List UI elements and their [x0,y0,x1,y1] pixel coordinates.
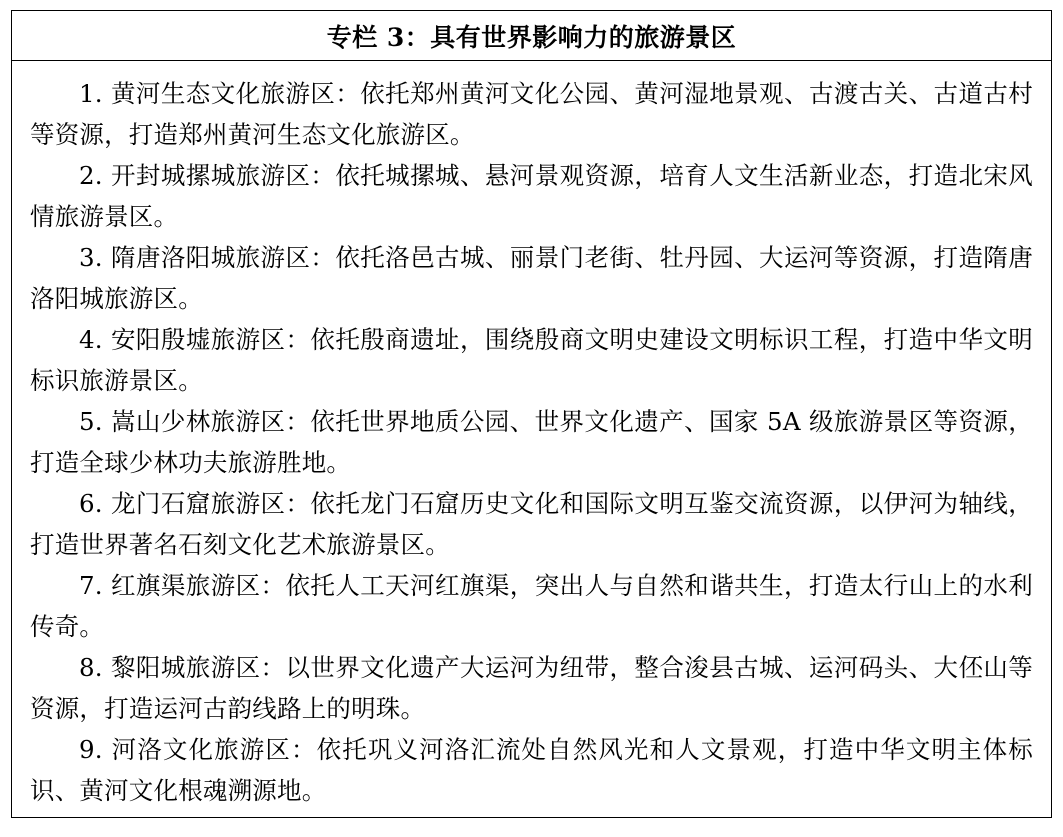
list-item: 6. 龙门石窟旅游区：依托龙门石窟历史文化和国际文明互鉴交流资源，以伊河为轴线，打造世界著名石刻文化艺术旅游景区。 [30,489,1033,559]
box-body [12,61,1051,817]
box-title: 专栏 3：具有世界影响力的旅游景区 [12,11,1051,61]
list-item: 9. 河洛文化旅游区：依托巩义河洛汇流处自然风光和人文景观，打造中华文明主体标识、黄河文化根魂溯源地。 [30,735,1033,805]
list-item: 8. 黎阳城旅游区：以世界文化遗产大运河为纽带，整合浚县古城、运河码头、大伾山等资源，打造运河古韵线路上的明珠。 [30,653,1033,723]
feature-box [11,10,1052,818]
list-item: 7. 红旗渠旅游区：依托人工天河红旗渠，突出人与自然和谐共生，打造太行山上的水利传奇。 [30,571,1033,641]
list-item: 4. 安阳殷墟旅游区：依托殷商遗址，围绕殷商文明史建设文明标识工程，打造中华文明标识旅游景区。 [30,325,1033,395]
list-item: 2. 开封城摞城旅游区：依托城摞城、悬河景观资源，培育人文生活新业态，打造北宋风情旅游景区。 [30,161,1033,231]
list-item: 3. 隋唐洛阳城旅游区：依托洛邑古城、丽景门老街、牡丹园、大运河等资源，打造隋唐洛阳城旅游区。 [30,243,1033,313]
list-item: 1. 黄河生态文化旅游区：依托郑州黄河文化公园、黄河湿地景观、古渡古关、古道古村等资源，打造郑州黄河生态文化旅游区。 [30,79,1033,149]
list-item: 5. 嵩山少林旅游区：依托世界地质公园、世界文化遗产、国家 5A 级旅游景区等资源，打造全球少林功夫旅游胜地。 [30,407,1033,477]
